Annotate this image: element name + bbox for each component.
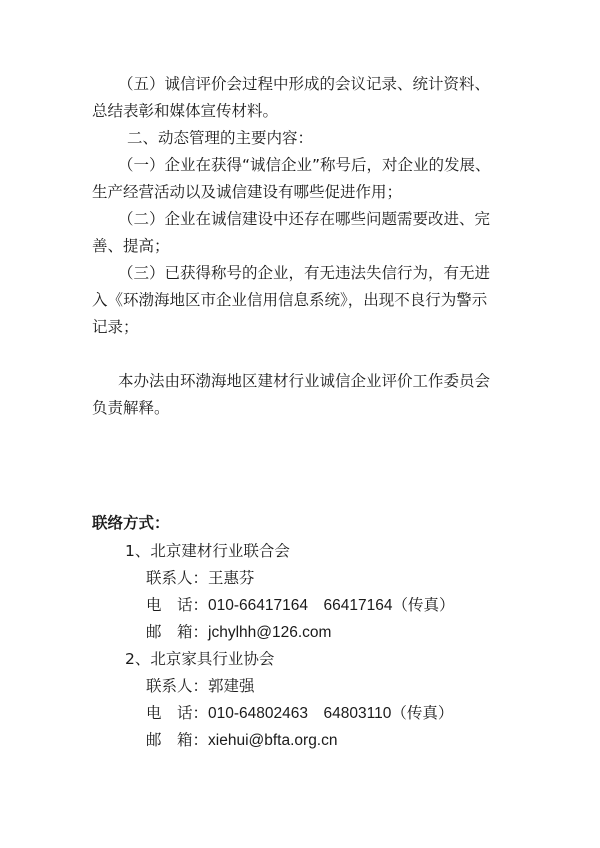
closing-line-1: 本办法由环渤海地区建材行业诚信企业评价工作委员会 bbox=[118, 372, 491, 390]
org-one-person: 联系人：王惠芬 bbox=[146, 569, 255, 587]
org-two-email-row bbox=[146, 730, 338, 751]
org-two-phone-row bbox=[146, 703, 453, 724]
item-two-line-1: （二）企业在诚信建设中还存在哪些问题需要改进、完 bbox=[118, 210, 491, 228]
item-two-line-2: 善、提高； bbox=[92, 237, 170, 255]
section-five-line-2: 总结表彰和媒体宣传材料。 bbox=[92, 102, 279, 120]
org-one-phone-label: 电 话： bbox=[146, 596, 209, 614]
org-two-phone-label: 电 话： bbox=[146, 704, 209, 722]
org-two-name: 2、北京家具行业协会 bbox=[125, 650, 275, 668]
item-three-line-2: 入《环渤海地区市企业信用信息系统》，出现不良行为警示 bbox=[92, 291, 488, 309]
section-two-heading: 二、动态管理的主要内容： bbox=[127, 129, 314, 147]
item-three-line-3: 记录； bbox=[92, 318, 139, 336]
org-one-name: 1、北京建材行业联合会 bbox=[125, 542, 290, 560]
item-three-line-1: （三）已获得称号的企业，有无违法失信行为，有无进 bbox=[118, 264, 491, 282]
org-one-email-label: 邮 箱： bbox=[146, 623, 209, 641]
org-two-person: 联系人：郭建强 bbox=[146, 677, 255, 695]
item-one-line-1: （一）企业在获得“诚信企业”称号后，对企业的发展、 bbox=[118, 156, 491, 174]
org-one-phone: 010-66417164 66417164（传真） bbox=[208, 597, 455, 614]
contact-heading: 联络方式： bbox=[92, 514, 170, 532]
item-one-line-2: 生产经营活动以及诚信建设有哪些促进作用； bbox=[92, 183, 403, 201]
org-one-phone-row bbox=[146, 595, 454, 616]
org-one-email-row bbox=[146, 622, 331, 643]
org-two-email: xiehui@bfta.org.cn bbox=[208, 732, 338, 749]
closing-line-2: 负责解释。 bbox=[92, 399, 170, 417]
org-two-phone: 010-64802463 64803110（传真） bbox=[208, 705, 454, 722]
section-five-line-1: （五）诚信评价会过程中形成的会议记录、统计资料、 bbox=[118, 75, 491, 93]
org-two-email-label: 邮 箱： bbox=[146, 731, 209, 749]
org-one-email: jchylhh@126.com bbox=[208, 624, 332, 641]
